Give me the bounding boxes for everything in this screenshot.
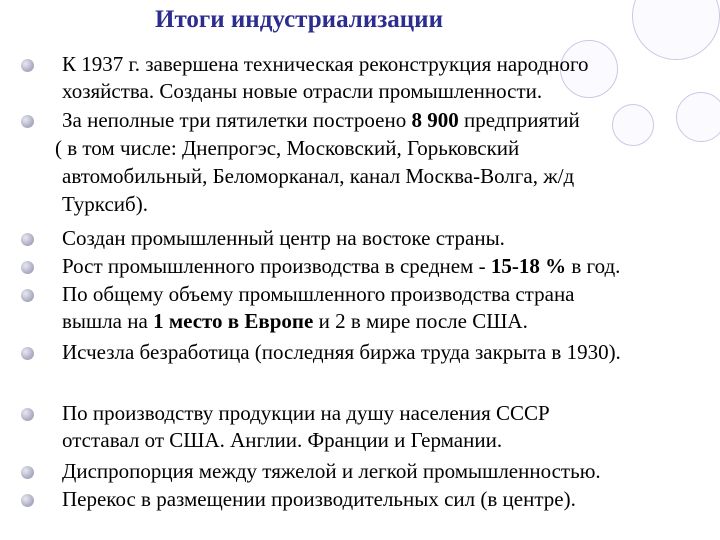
decorative-circle-large: [632, 0, 720, 60]
bullet-text-line: [62, 78, 542, 105]
bullet-text-line: [62, 51, 589, 78]
text-segment: К 1937 г. завершена техническая реконструкция народного: [62, 52, 589, 76]
continuation-line: автомобильный, Беломорканал, канал Москва-Волга, ж/д: [62, 164, 575, 188]
bullet-text-line: [62, 486, 576, 513]
text-segment: Диспропорция между тяжелой и легкой промышленностью.: [62, 459, 601, 483]
bullet-text-line: [62, 427, 502, 454]
text-segment: отставал от США. Англии. Франции и Германии.: [62, 428, 503, 452]
bold-text: 15-18 %: [490, 254, 567, 278]
bullet-marker: [21, 115, 34, 128]
text-segment: вышла на: [62, 309, 154, 333]
bullet-text-line: [62, 400, 550, 427]
text-segment: Перекос в размещении производительных сил (в центре).: [62, 487, 576, 511]
decorative-circle-right: [676, 92, 720, 142]
bold-text: 1 место в Европе: [153, 309, 314, 333]
text-segment: в год.: [566, 254, 621, 278]
bullet-text-line: [62, 281, 575, 308]
bullet-text-line: [62, 107, 580, 134]
text-segment: Рост промышленного производства в среднем -: [62, 254, 491, 278]
bullet-marker: [21, 59, 34, 72]
text-segment: предприятий: [458, 108, 580, 132]
bullet-text-line: [62, 339, 621, 366]
bullet-marker: [21, 261, 34, 274]
continuation-line: Турксиб).: [62, 192, 148, 216]
text-segment: хозяйства. Созданы новые отрасли промышленности.: [62, 79, 543, 103]
bullet-marker: [21, 466, 34, 479]
bold-text: 8 900: [411, 108, 459, 132]
text-segment: По общему объему промышленного производства страна: [62, 282, 575, 306]
bullet-marker: [21, 347, 34, 360]
text-segment: и 2 в мире после США.: [313, 309, 528, 333]
text-segment: Создан промышленный центр на востоке страны.: [62, 226, 505, 250]
bullet-marker: [21, 408, 34, 421]
bullet-text-line: [62, 458, 601, 485]
bullet-marker: [21, 494, 34, 507]
bullet-text-line: [62, 253, 620, 280]
bullet-marker: [21, 289, 34, 302]
continuation-line: ( в том числе: Днепрогэс, Московский, Горьковский: [55, 136, 520, 160]
decorative-circle-small: [612, 104, 654, 146]
text-segment: По производству продукции на душу населения СССР: [62, 401, 550, 425]
bullet-text-line: [62, 308, 528, 335]
text-segment: Исчезла безработица (последняя биржа труда закрыта в 1930).: [62, 340, 621, 364]
bullet-marker: [21, 233, 34, 246]
text-segment: За неполные три пятилетки построено: [62, 108, 412, 132]
bullet-text-line: [62, 225, 505, 252]
slide-title: Итоги индустриализации: [155, 6, 443, 33]
